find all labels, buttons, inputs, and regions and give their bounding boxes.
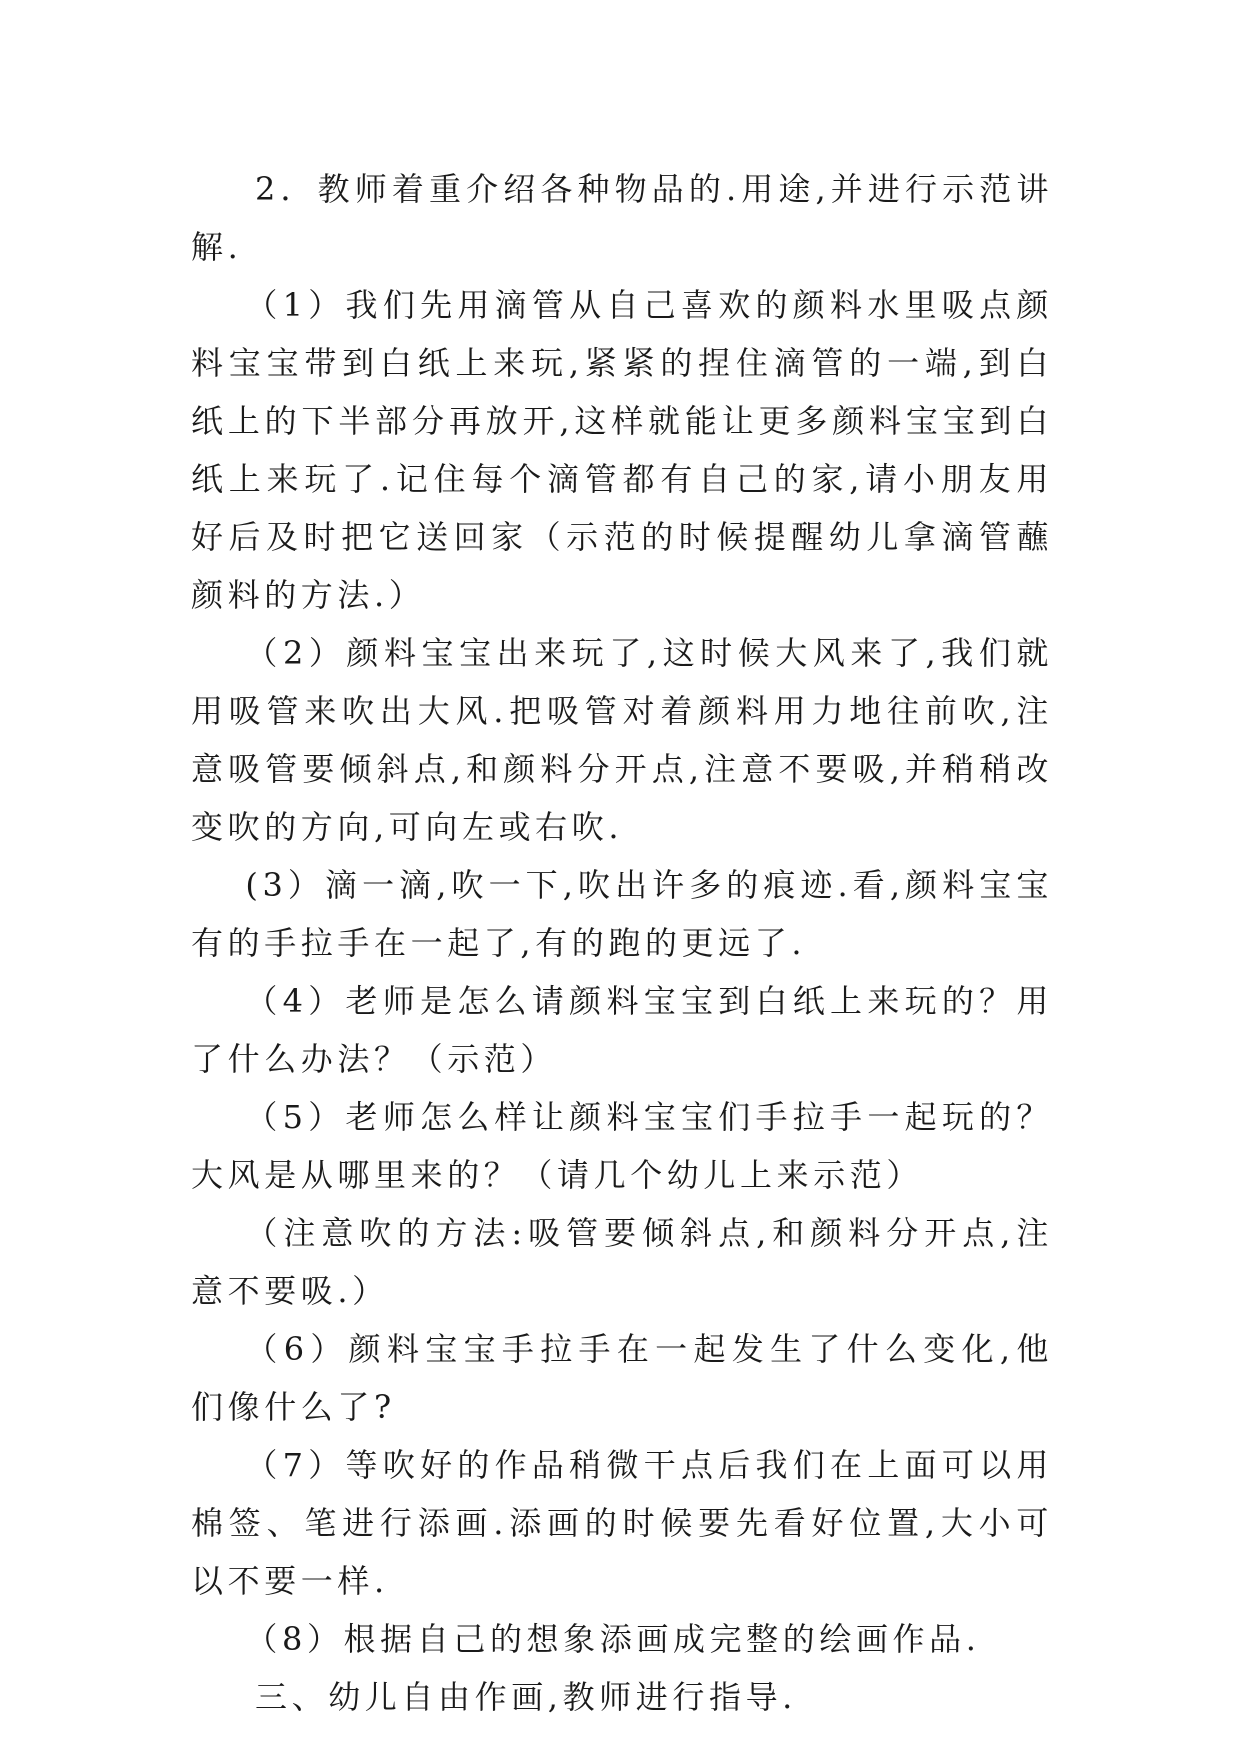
paragraph-step-8: （8）根据自己的想象添画成完整的绘画作品.: [245, 1620, 981, 1658]
paragraph-step-2: （2）颜料宝宝出来玩了,这时候大风来了,我们就用吸管来吹出大风.把吸管对着颜料用力地往前吹,注意吸管要倾斜点,和颜料分开点,注意不要吸,并稍稍改变吹的方向,可向左或右吹.: [191, 634, 1053, 846]
paragraph-demo-intro: 2．教师着重介绍各种物品的.用途,并进行示范讲解.: [191, 170, 1053, 266]
paragraph-step-3: (3）滴一滴,吹一下,吹出许多的痕迹.看,颜料宝宝有的手拉手在一起了,有的跑的更远了.: [191, 866, 1053, 962]
paragraph-step-6: （6）颜料宝宝手拉手在一起发生了什么变化,他们像什么了?: [191, 1330, 1053, 1426]
paragraph-step-7: （7）等吹好的作品稍微干点后我们在上面可以用棉签、笔进行添画.添画的时候要先看好位置,大小可以不要一样.: [191, 1446, 1053, 1600]
paragraph-section-three: 三、幼儿自由作画,教师进行指导.: [255, 1678, 797, 1716]
document-body: [191, 160, 1053, 1726]
paragraph-step-1: （1）我们先用滴管从自己喜欢的颜料水里吸点颜料宝宝带到白纸上来玩,紧紧的捏住滴管的一端,到白纸上的下半部分再放开,这样就能让更多颜料宝宝到白纸上来玩了.记住每个滴管都有自己的家,请小朋友用好后及时把它送回家（示范的时候提醒幼儿拿滴管蘸颜料的方法.）: [191, 286, 1053, 614]
paragraph-blowing-note: （注意吹的方法:吸管要倾斜点,和颜料分开点,注意不要吸.）: [191, 1214, 1053, 1310]
paragraph-step-4: （4）老师是怎么请颜料宝宝到白纸上来玩的？用了什么办法？（示范）: [191, 982, 1053, 1078]
paragraph-step-5: （5）老师怎么样让颜料宝宝们手拉手一起玩的？大风是从哪里来的？（请几个幼儿上来示范）: [191, 1098, 1053, 1194]
